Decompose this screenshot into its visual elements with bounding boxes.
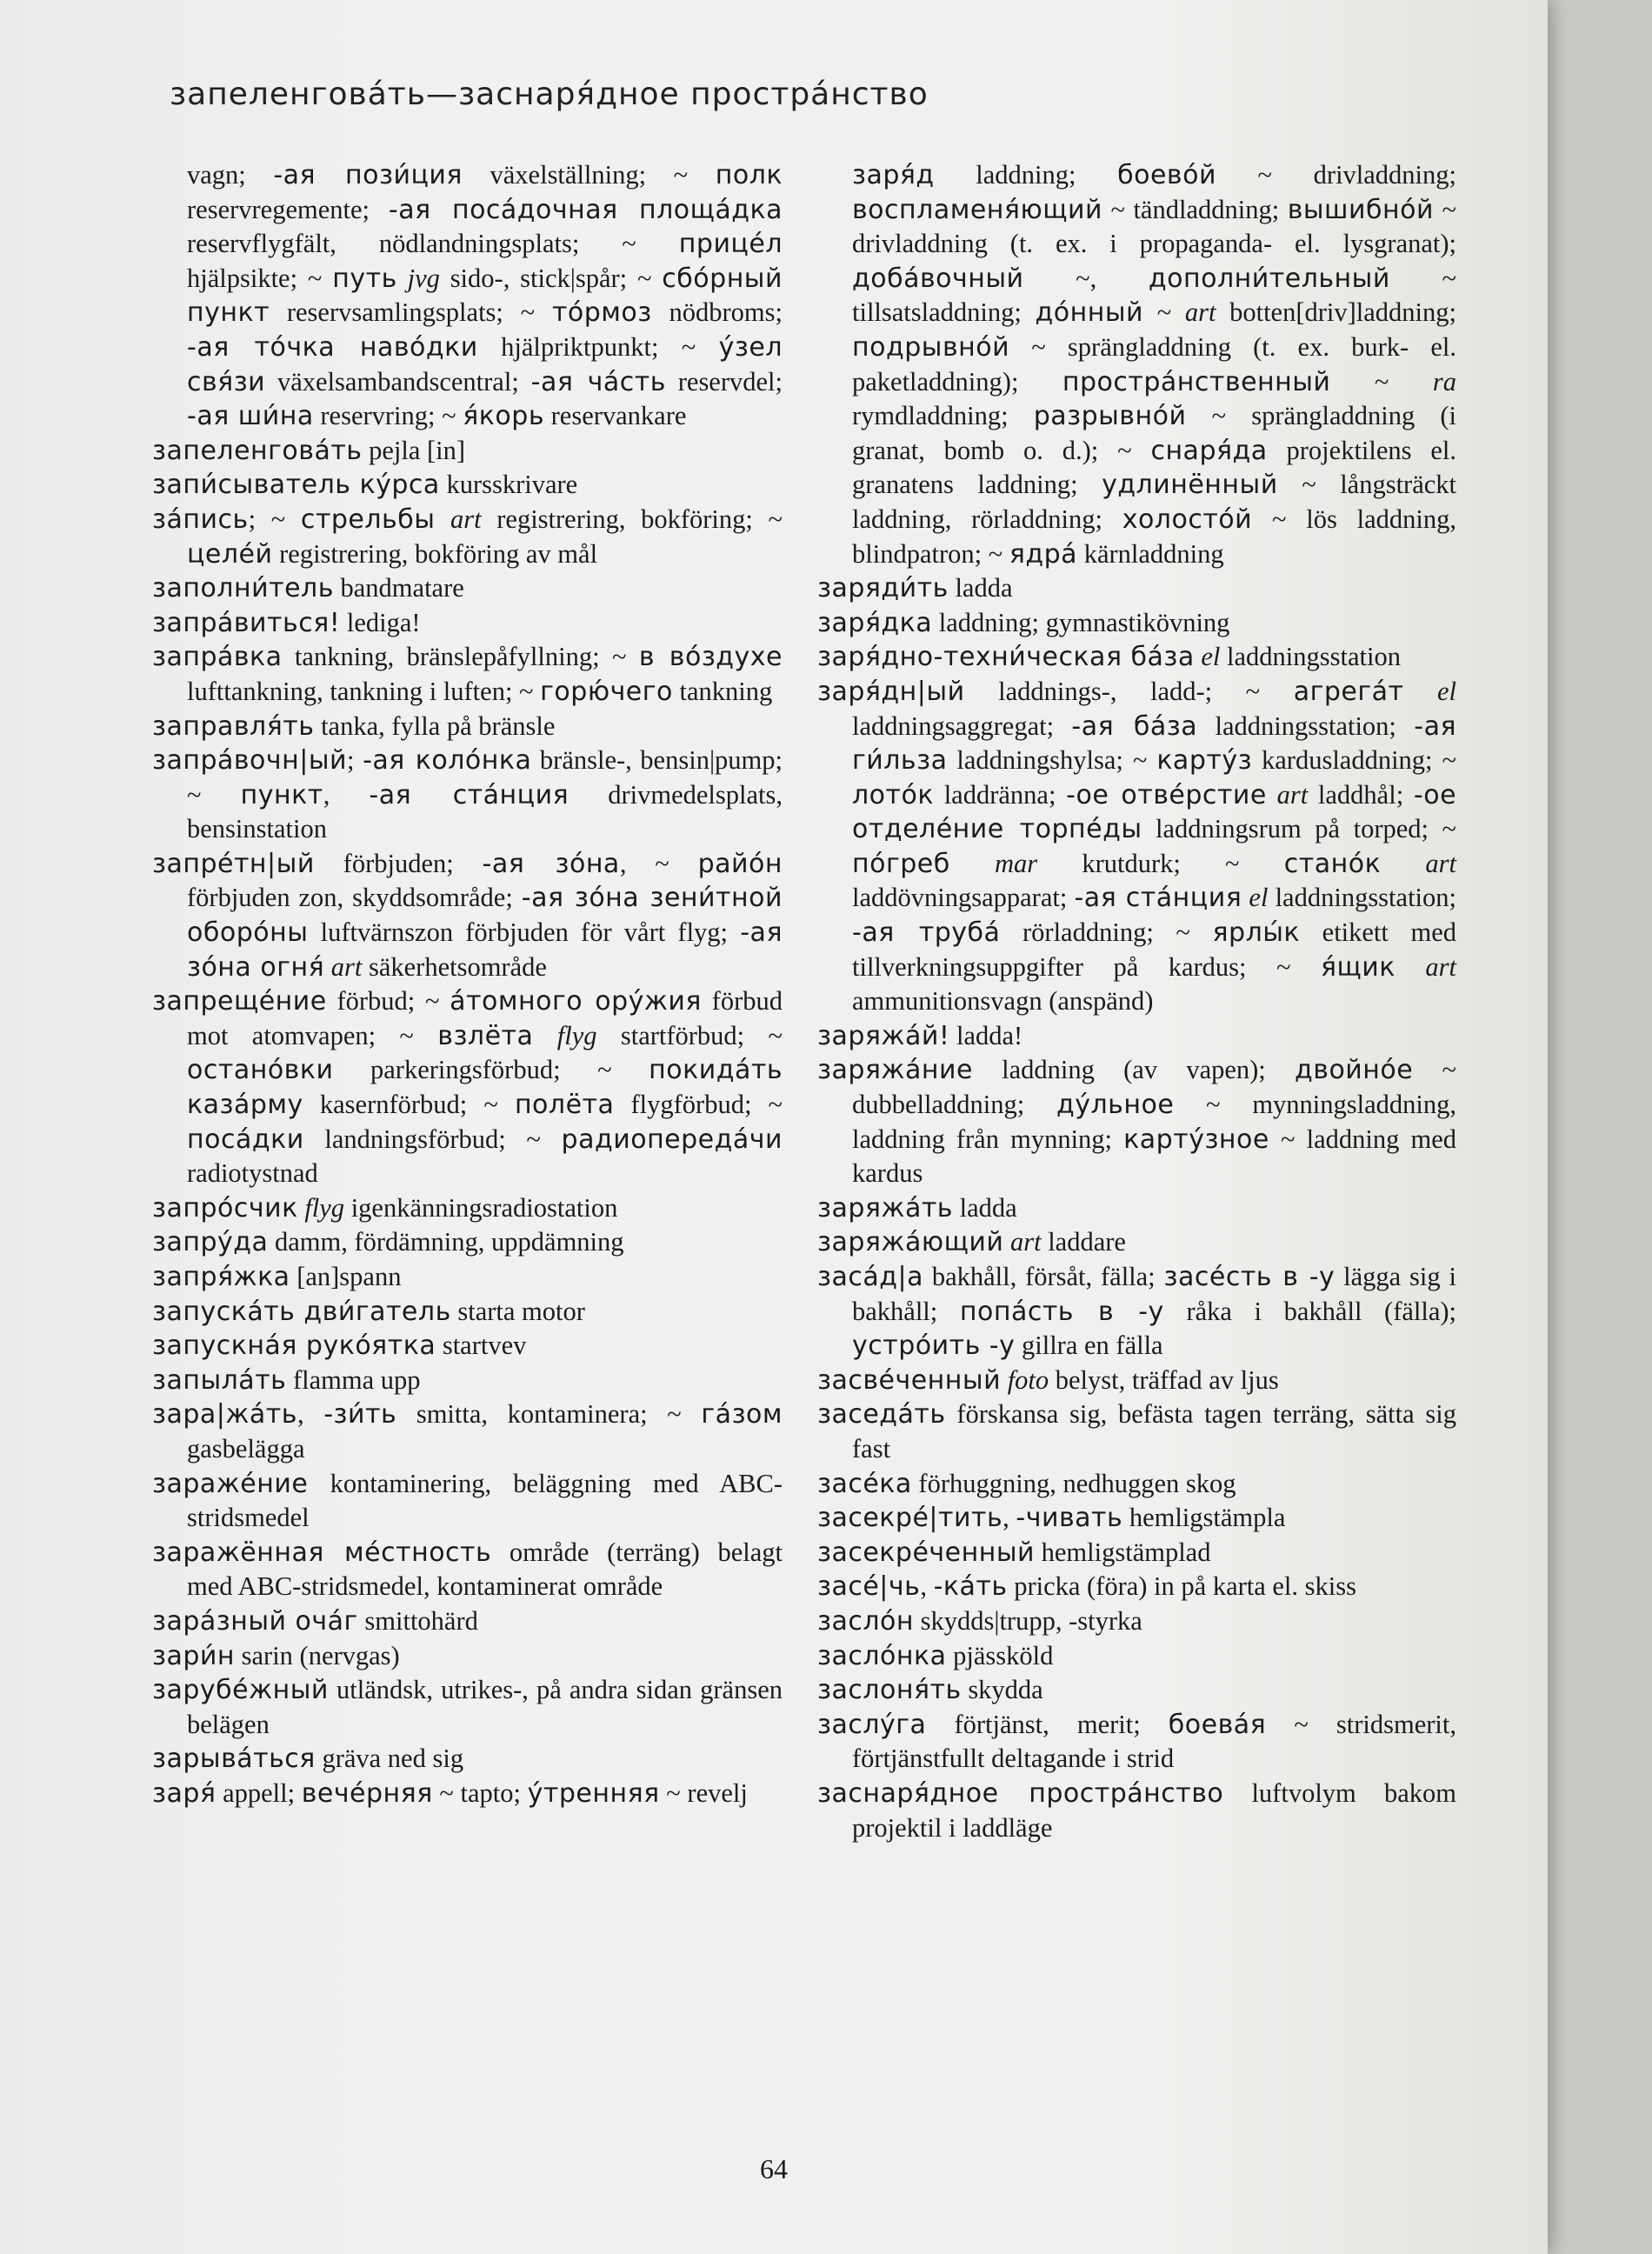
dictionary-entry: заря́ appell; вече́рняя ~ tapto; у́тренняя ~ revelj (152, 1777, 748, 1809)
dictionary-entry: заря́д laddning; боево́й ~ drivladdning; воспламеня́ющий ~ tändladdning; вышибно́й ~ drivladdning (t. ex. i propaganda- el. lysgranat); доба́вочный ~, дополни́тельный ~ tillsatsladdning; до́нный ~ art botten[driv]laddning; подрывно́й ~ sprängladdning (t. ex. burk- el. paketladdning); простра́нственный ~ ra rymdladdning; разрывно́й ~ sprängladdning (i granat, bomb o. d.); ~ снаря́да projektilens el. granatens laddning; удлинённый ~ långsträckt laddning, rörladdning; холосто́й ~ lös laddning, blindpatron; ~ ядра́ kärnladdning (852, 160, 1457, 570)
dictionary-entry: зараже́ние kontaminering, beläggning med ABC-stridsmedel (152, 1468, 783, 1533)
dictionary-entry: запря́жка [an]spann (152, 1262, 402, 1292)
dictionary-entry: заря́дно-техни́ческая ба́за el laddningsstation (817, 642, 1401, 673)
dictionary-entry: зарубе́жный utländsk, utrikes-, på andra sidan gränsen belägen (152, 1675, 783, 1739)
dictionary-entry: заражённая ме́стность område (terräng) belagt med ABC-stridsmedel, kontaminerat område (152, 1537, 783, 1602)
dictionary-entry: заряжа́й! ladda! (817, 1020, 1023, 1051)
dictionary-entry: засло́нка pjässköld (817, 1640, 1054, 1671)
dictionary-entry: за́пись; ~ стрельбы art registrering, bokföring; ~ целе́й registrering, bokföring av mål (152, 503, 783, 570)
dictionary-entry: засе́|чь, -ка́ть pricka (föra) in på karta el. skiss (817, 1571, 1356, 1603)
dictionary-entry: заснаря́дное простра́нство luftvolym bakom projektil i laddläge (817, 1777, 1456, 1843)
dictionary-entry: запру́да damm, fördämning, uppdämning (152, 1227, 624, 1258)
page-number: 64 (760, 2153, 788, 2184)
dictionary-entry: запра́вка tankning, bränslepåfyllning; ~ в во́здухе lufttankning, tankning i luften; ~ горю́чего tankning (152, 642, 783, 707)
dictionary-entry: запро́счик flyg igenkänningsradiostation (152, 1192, 618, 1224)
dictionary-entry: зарыва́ться gräva ned sig (152, 1744, 464, 1775)
dictionary-entry: заседа́ть förskansa sig, befästa tagen terräng, sätta sig fast (817, 1399, 1456, 1464)
dictionary-entry: запеленгова́ть pejla [in] (152, 435, 466, 466)
dictionary-entry: зара́зный оча́г smittohärd (152, 1605, 478, 1637)
dictionary-entry: заряжа́ть ladda (817, 1192, 1017, 1224)
dictionary-entry: заряжа́ние laddning (av vapen); двойно́е ~ dubbelladdning; ду́льное ~ mynningsladdning, laddning från mynning; карту́зное ~ laddning med kardus (817, 1055, 1456, 1189)
dictionary-entry: запыла́ть flamma upp (152, 1364, 421, 1396)
dictionary-entry: запре́тн|ый förbjuden; -ая зо́на, ~ райо́н förbjuden zon, skyddsområde; -ая зо́на зени́тной оборо́ны luftvärnszon förbjuden för vårt flyg; -ая зо́на огня́ art säkerhetsområde (152, 848, 783, 983)
dictionary-entry: засекре́|тить, -чивать hemligstämpla (817, 1503, 1286, 1534)
dictionary-entry: засло́н skydds|trupp, -styrka (817, 1605, 1142, 1637)
dictionary-entry: засекре́ченный hemligstämplad (817, 1537, 1211, 1568)
dictionary-entry: запуска́ть дви́гатель starta motor (152, 1296, 585, 1327)
dictionary-entry: заря́дн|ый laddnings-, ladd-; ~ агрега́т el laddningsaggregat; -ая ба́за laddningsstation; -ая ги́льза laddningshylsa; ~ карту́з kardusladdning; ~ лото́к laddränna; -ое отве́рстие art laddhål; -ое отделе́ние торпе́ды laddningsrum på torped; ~ по́греб mar krutdurk; ~ стано́к art laddövningsapparat; -ая ста́нция el laddningsstation; -ая труба́ rörladdning; ~ ярлы́к etikett med tillverkningsuppgifter på kardus; ~ я́щик art ammunitionsvagn (anspänd) (817, 676, 1457, 1017)
dictionary-entry: заслу́га förtjänst, merit; боева́я ~ stridsmerit, förtjänstfullt deltagande i strid (817, 1709, 1457, 1774)
dictionary-entry: зара|жа́ть, -зи́ть smitta, kontaminera; ~ га́зом gasbelägga (152, 1399, 783, 1464)
dictionary-entry: засве́ченный foto belyst, träffad av ljus (817, 1364, 1279, 1396)
dictionary-entry: заря́дка laddning; gymnastikövning (817, 607, 1230, 638)
dictionary-entry: запра́виться! lediga! (152, 607, 421, 638)
dictionary-entry: запускна́я руко́ятка startvev (152, 1330, 527, 1362)
left-column (152, 158, 783, 1811)
dictionary-entry: запра́вочн|ый; -ая коло́нка bränsle-, bensin|pump; ~ пункт, -ая ста́нция drivmedelsplats, bensinstation (152, 745, 783, 844)
dictionary-entry: заряжа́ющий art laddare (817, 1227, 1126, 1258)
dictionary-entry: запи́сыватель ку́рса kursskrivare (152, 470, 578, 501)
running-head: запеленгова́ть—заснаря́дное простра́нство (170, 77, 929, 112)
dictionary-entry: запреще́ние förbud; ~ а́томного ору́жия förbud mot atomvapen; ~ взлёта flyg startförbud; ~ остано́вки parkeringsförbud; ~ покида́ть каза́рму kasernförbud; ~ полёта flygförbud; ~ поса́дки landningsförbud; ~ радиопереда́чи radiotystnad (152, 986, 783, 1189)
right-column (817, 158, 1456, 1845)
dictionary-entry: заправля́ть tanka, fylla på bränsle (152, 710, 556, 742)
dictionary-entry: заслоня́ть skydda (817, 1675, 1043, 1706)
dictionary-entry: заса́д|а bakhåll, försåt, fälla; засе́сть в -у lägga sig i bakhåll; попа́сть в -у råka i bakhåll (fälla); устро́ить -у gillra en fälla (817, 1262, 1457, 1362)
dictionary-entry: vagn; -ая пози́ция växelställning; ~ полк reservregemente; -ая поса́дочная площа́дка reservflygfält, nödlandningsplats; ~ прице́л hjälpsikte; ~ путь jvg sido-, stick|spår; ~ сбо́рный пункт reservsamlingsplats; ~ то́рмоз nödbroms; -ая то́чка наво́дки hjälpriktpunkt; ~ у́зел свя́зи växelsambandscentral; -ая ча́сть reservdel; -ая ши́на reservring; ~ я́корь reservankare (187, 160, 783, 432)
dictionary-entry: заряди́ть ladda (817, 573, 1013, 604)
dictionary-entry: засе́ка förhuggning, nedhuggen skog (817, 1468, 1236, 1499)
dictionary-entry: заполни́тель bandmatare (152, 573, 464, 604)
dictionary-entry: зари́н sarin (nervgas) (152, 1640, 400, 1671)
